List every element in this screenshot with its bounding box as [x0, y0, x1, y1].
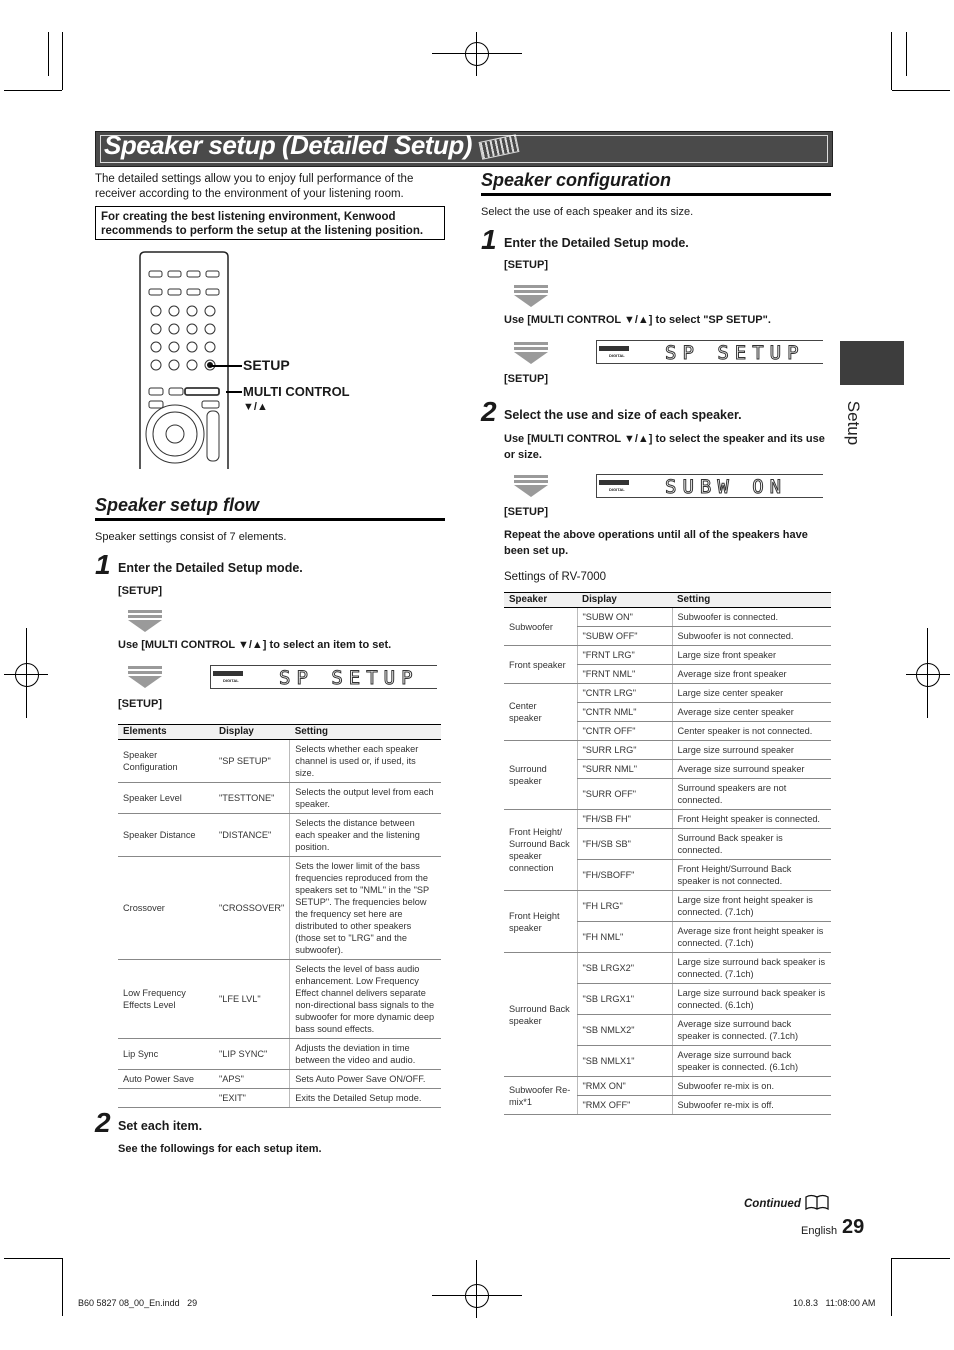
setting-cell: Selects whether each speaker channel is used or, if used, its size. [290, 740, 441, 783]
display-cell: "SUBW OFF" [577, 627, 672, 646]
element-cell: Low Frequency Effects Level [118, 960, 214, 1039]
element-cell: Speaker Distance [118, 814, 214, 857]
display-cell: "SURR OFF" [577, 779, 672, 810]
col-header: Display [577, 593, 672, 608]
step-sub: See the followings for each setup item. [118, 1143, 322, 1155]
display-cell: "TESTTONE" [214, 783, 290, 814]
table-row [504, 608, 831, 627]
setting-cell: Selects the distance between each speaker and the listening position. [290, 814, 441, 857]
key-setup: [SETUP] [118, 698, 162, 710]
display-cell: "EXIT" [214, 1089, 290, 1108]
setting-cell: Adjusts the deviation in time between the video and audio. [290, 1039, 441, 1070]
speaker-cell: Subwoofer [504, 608, 577, 646]
lcd-text: SP SETUP [279, 667, 419, 689]
display-cell: "CNTR OFF" [577, 722, 672, 741]
setting-cell: Front Height speaker is connected. [672, 810, 831, 829]
flow-rule [95, 518, 445, 521]
arrows-label: ▼/▲ [243, 401, 268, 413]
col-header: Speaker [504, 593, 577, 608]
display-cell: "FH/SBOFF" [577, 860, 672, 891]
lcd-display: DIGITAL SP SETUP [210, 665, 437, 689]
page-title: Speaker setup (Detailed Setup) [104, 130, 518, 161]
remote-icon [478, 134, 519, 160]
section-tab-label-wrap [841, 395, 871, 450]
down-arrow-icon [514, 475, 548, 499]
step-instruction: Use [MULTI CONTROL ▼/▲] to select "SP SETUP". [504, 314, 771, 326]
multi-control-label: MULTI CONTROL [243, 384, 350, 399]
display-cell: "FRNT NML" [577, 665, 672, 684]
element-cell [118, 1089, 214, 1108]
table-row [118, 740, 441, 783]
speaker-cell: Front Height speaker [504, 891, 577, 953]
down-arrow-icon [128, 610, 162, 634]
setting-cell: Large size center speaker [672, 684, 831, 703]
display-cell: "SB NMLX2" [577, 1015, 672, 1046]
display-cell: "RMX OFF" [577, 1096, 672, 1115]
display-cell: "RMX ON" [577, 1077, 672, 1096]
display-cell: "CNTR NML" [577, 703, 672, 722]
key-setup: [SETUP] [504, 373, 548, 385]
setup-callout-line [210, 365, 242, 367]
file-name: B60 5827 08_00_En.indd 29 [78, 1298, 198, 1308]
config-heading: Speaker configuration [481, 170, 672, 190]
element-cell: Crossover [118, 857, 214, 960]
col-header: Setting [290, 725, 441, 740]
table-row [118, 783, 441, 814]
book-icon [804, 1193, 830, 1211]
speaker-cell: Surround speaker [504, 741, 577, 810]
table-row [504, 810, 831, 829]
language-label: English [801, 1225, 838, 1237]
display-cell: "FH/SB FH" [577, 810, 672, 829]
step-number: 2 [481, 396, 497, 427]
setting-cell: Selects the output level from each speaker. [290, 783, 441, 814]
display-cell: "DISTANCE" [214, 814, 290, 857]
setting-cell: Average size front speaker [672, 665, 831, 684]
config-rule [481, 193, 831, 196]
intro-text: The detailed settings allow you to enjoy full performance of the receiver according to the environment of your listening room. [95, 173, 414, 200]
setting-cell: Center speaker is not connected. [672, 722, 831, 741]
setting-cell: Average size surround back speaker is connected. (7.1ch) [672, 1015, 831, 1046]
settings-table [504, 592, 831, 1115]
display-cell: "SUBW ON" [577, 608, 672, 627]
table-row [504, 741, 831, 760]
setting-cell: Subwoofer is connected. [672, 608, 831, 627]
print-timestamp: 10.8.3 11:08:00 AM [793, 1298, 876, 1308]
step-title: Enter the Detailed Setup mode. [118, 561, 303, 575]
table-row [118, 1039, 441, 1070]
continued-label: Continued [744, 1198, 801, 1210]
speaker-cell: Front Height/ Surround Back speaker connection [504, 810, 577, 891]
remote-illustration [139, 251, 229, 469]
multi-callout-line [226, 391, 242, 393]
element-cell: Speaker Configuration [118, 740, 214, 783]
display-cell: "APS" [214, 1070, 290, 1089]
col-header: Setting [672, 593, 831, 608]
step-number: 1 [481, 224, 497, 255]
table-row [504, 953, 831, 984]
page-number: 29 [842, 1216, 865, 1238]
display-cell: "SB NMLX1" [577, 1046, 672, 1077]
table-row [504, 1077, 831, 1096]
speaker-cell: Subwoofer Re-mix*1 [504, 1077, 577, 1115]
setting-cell: Average size center speaker [672, 703, 831, 722]
setting-cell: Subwoofer re-mix is on. [672, 1077, 831, 1096]
setting-cell: Sets Auto Power Save ON/OFF. [290, 1070, 441, 1089]
title-banner [95, 131, 833, 167]
table-row [118, 1089, 441, 1108]
display-cell: "SB LRGX1" [577, 984, 672, 1015]
display-cell: "CROSSOVER" [214, 857, 290, 960]
setting-cell: Average size surround speaker [672, 760, 831, 779]
setting-cell: Average size surround back speaker is connected. (6.1ch) [672, 1046, 831, 1077]
display-cell: "SURR LRG" [577, 741, 672, 760]
setting-cell: Large size surround back speaker is connected. (6.1ch) [672, 984, 831, 1015]
step-number: 1 [95, 549, 111, 580]
setting-cell: Large size surround speaker [672, 741, 831, 760]
table-row [504, 646, 831, 665]
flow-heading: Speaker setup flow [95, 495, 260, 515]
section-tab-label: Setup [844, 400, 864, 446]
recommendation-note: For creating the best listening environment, Kenwood recommends to perform the setup at the listening position. [95, 206, 445, 240]
display-cell: "FH NML" [577, 922, 672, 953]
table-row [118, 960, 441, 1039]
step-title: Set each item. [118, 1119, 203, 1133]
key-setup: [SETUP] [504, 506, 548, 518]
settings-caption: Settings of RV-7000 [504, 571, 607, 583]
elements-table [118, 724, 441, 1108]
setting-cell: Exits the Detailed Setup mode. [290, 1089, 441, 1108]
display-cell: "LFE LVL" [214, 960, 290, 1039]
setting-cell: Front Height/Surround Back speaker is not connected. [672, 860, 831, 891]
step-title: Enter the Detailed Setup mode. [504, 236, 689, 250]
setting-cell: Large size front speaker [672, 646, 831, 665]
section-tab [840, 341, 904, 385]
display-cell: "FRNT LRG" [577, 646, 672, 665]
speaker-cell: Front speaker [504, 646, 577, 684]
speaker-cell: Center speaker [504, 684, 577, 741]
step-instruction: Use [MULTI CONTROL ▼/▲] to select an item to set. [118, 639, 392, 651]
element-cell: Lip Sync [118, 1039, 214, 1070]
flow-intro: Speaker settings consist of 7 elements. [95, 531, 287, 543]
element-cell: Speaker Level [118, 783, 214, 814]
key-setup: [SETUP] [504, 259, 548, 271]
table-row [118, 857, 441, 960]
lcd-display: DIGITAL SP SETUP [596, 340, 823, 364]
col-header: Display [214, 725, 290, 740]
step-title: Select the use and size of each speaker. [504, 408, 742, 422]
setting-cell: Average size front height speaker is connected. (7.1ch) [672, 922, 831, 953]
down-arrow-icon [514, 342, 548, 366]
display-cell: "CNTR LRG" [577, 684, 672, 703]
step-number: 2 [95, 1107, 111, 1138]
element-cell: Auto Power Save [118, 1070, 214, 1089]
table-row [504, 684, 831, 703]
lcd-display: DIGITAL SUBW ON [596, 474, 823, 498]
lcd-text: SP SETUP [665, 342, 805, 364]
table-row [118, 814, 441, 857]
setting-cell: Subwoofer is not connected. [672, 627, 831, 646]
down-arrow-icon [514, 285, 548, 309]
setting-cell: Large size surround back speaker is connected. (7.1ch) [672, 953, 831, 984]
table-row [118, 1070, 441, 1089]
setting-cell: Selects the level of bass audio enhancement. Low Frequency Effect channel delivers separate non-directional bass signals to the subwoofer for more dynamic deep bass sound effects. [290, 960, 441, 1039]
key-setup: [SETUP] [118, 585, 162, 597]
col-header: Elements [118, 725, 214, 740]
table-row [504, 891, 831, 922]
display-cell: "LIP SYNC" [214, 1039, 290, 1070]
display-cell: "SB LRGX2" [577, 953, 672, 984]
down-arrow-icon [128, 666, 162, 690]
display-cell: "SP SETUP" [214, 740, 290, 783]
setup-key-label: SETUP [243, 357, 290, 373]
setting-cell: Subwoofer re-mix is off. [672, 1096, 831, 1115]
speaker-cell: Surround Back speaker [504, 953, 577, 1077]
step-instruction: Use [MULTI CONTROL ▼/▲] to select the speaker and its use or size. [504, 433, 825, 461]
lcd-text: SUBW ON [665, 476, 788, 498]
display-cell: "FH LRG" [577, 891, 672, 922]
setting-cell: Sets the lower limit of the bass frequencies reproduced from the speakers set to "NML" in the "SP SETUP". The frequencies below the frequency set here are distributed to other speakers (those set to "LRG" and the subwoofer). [290, 857, 441, 960]
display-cell: "SURR NML" [577, 760, 672, 779]
setting-cell: Surround Back speaker is connected. [672, 829, 831, 860]
repeat-note: Repeat the above operations until all of the speakers have been set up. [504, 529, 808, 557]
setting-cell: Surround speakers are not connected. [672, 779, 831, 810]
setting-cell: Large size front height speaker is connected. (7.1ch) [672, 891, 831, 922]
config-intro: Select the use of each speaker and its size. [481, 206, 694, 218]
display-cell: "FH/SB SB" [577, 829, 672, 860]
